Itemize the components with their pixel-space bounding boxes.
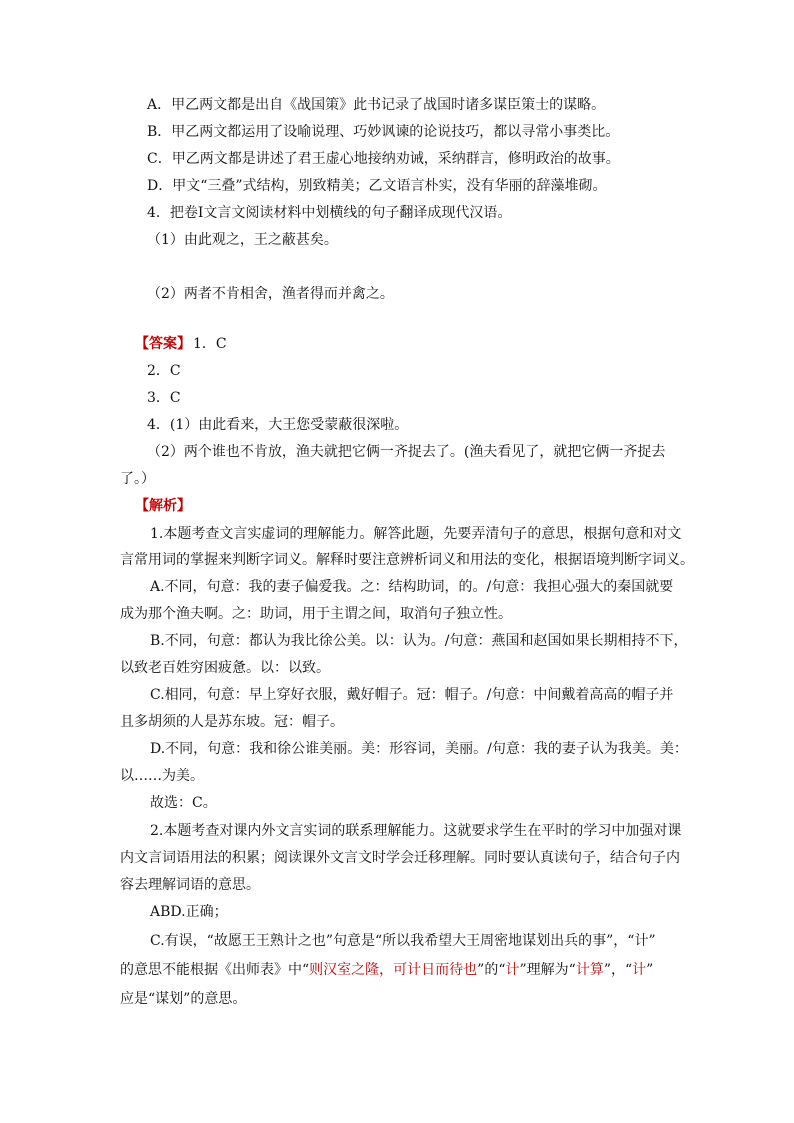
answer-3: 3．C xyxy=(147,390,181,406)
answer-4-2-line-2: 了。） xyxy=(120,471,155,487)
analysis-c-line-1: C.相同，句意：早上穿好衣服，戴好帽子。冠：帽子。/句意：中间戴着高高的帽子并 xyxy=(150,687,674,703)
c2-line2-seg-c: ”理解为“ xyxy=(519,962,576,978)
analysis-b-line-1: B.不同，句意：都认为我比徐公美。以：认为。/句意：燕国和赵国如果长期相持不下， xyxy=(150,633,688,649)
analysis-choose: 故选：C。 xyxy=(150,795,217,811)
option-d: D．甲文“三叠”式结构，别致精美；乙文语言朴实，没有华丽的辞藻堆砌。 xyxy=(147,178,607,194)
analysis-abd: ABD.正确； xyxy=(150,904,228,920)
c2-line2-ji-2: 计 xyxy=(632,962,647,978)
c2-line2-quote: 则汉室之隆，可计日而待也 xyxy=(309,962,478,978)
c2-line2-seg-e: ” xyxy=(646,962,654,978)
option-c: C．甲乙两文都是讲述了君王虚心地接纳劝诫，采纳群言，修明政治的故事。 xyxy=(147,151,620,167)
answer-line-1 xyxy=(135,335,227,353)
answer-2: 2．C xyxy=(147,363,181,379)
option-a: A．甲乙两文都是出自《战国策》此书记录了战国时诸多谋臣策士的谋略。 xyxy=(147,97,606,113)
answer-4-1: 4．(1）由此看来，大王您受蒙蔽很深啦。 xyxy=(147,417,409,433)
analysis-tag-label: 【解析】 xyxy=(135,498,191,514)
c2-line2-seg-a: 的意思不能根据《出师表》中“ xyxy=(120,962,310,978)
analysis-c2-line-3: 应是“谋划”的意思。 xyxy=(120,991,247,1007)
analysis-p2-line-3: 容去理解词语的意思。 xyxy=(120,877,260,893)
analysis-a-line-1: A.不同，句意：我的妻子偏爱我。之：结构助词，的。/句意：我担心强大的秦国就要 xyxy=(150,579,674,595)
c2-line2-seg-b: ”的“ xyxy=(477,962,506,978)
answer-1: 1．C xyxy=(193,336,227,352)
analysis-a-line-2: 成为那个渔夫啊。之：助词，用于主谓之间，取消句子独立性。 xyxy=(120,606,512,622)
c2-line2-ji-1: 计 xyxy=(505,962,520,978)
analysis-p1-line-1: 1.本题考查文言实虚词的理解能力。解答此题，先要弄清句子的意思，根据句意和对文 xyxy=(150,526,682,542)
analysis-b-line-2: 以致老百姓穷困疲惫。以：以致。 xyxy=(120,660,330,676)
c2-line2-seg-d: ”，“ xyxy=(603,962,633,978)
question-4-stem: 4．把卷Ⅰ文言文阅读材料中划横线的句子翻译成现代汉语。 xyxy=(147,205,512,221)
analysis-c-line-2: 且多胡须的人是苏东坡。冠：帽子。 xyxy=(120,714,344,730)
c2-line2-jisuan: 计算 xyxy=(575,962,604,978)
question-4-sentence-2: （2）两者不肯相舍，渔者得而并禽之。 xyxy=(147,286,394,302)
analysis-p2-line-2: 内文言词语用法的积累；阅读课外文言文时学会迁移理解。同时要认真读句子，结合句子内 xyxy=(120,850,680,866)
analysis-c2-line-2 xyxy=(120,961,653,979)
analysis-d-line-2: 以……为美。 xyxy=(120,768,204,784)
analysis-c2-line-1: C.有误，“故愿王王熟计之也”句意是“所以我希望大王周密地谋划出兵的事”，“计” xyxy=(150,933,656,949)
question-4-sentence-1: （1）由此观之，王之蔽甚矣。 xyxy=(147,232,338,248)
option-b: B．甲乙两文都运用了设喻说理、巧妙讽谏的论说技巧，都以寻常小事类比。 xyxy=(147,124,620,140)
analysis-p2-line-1: 2.本题考查对课内外文言实词的联系理解能力。这就要求学生在平时的学习中加强对课 xyxy=(150,823,682,839)
answer-4-2-line-1: （2）两个谁也不肯放，渔夫就把它俩一齐捉去了。(渔夫看见了，就把它俩一齐捉去 xyxy=(147,444,666,460)
answer-tag: 【答案】 xyxy=(135,336,191,352)
analysis-tag xyxy=(135,497,191,515)
analysis-p1-line-2: 言常用词的掌握来判断字词义。解释时要注意辨析词义和用法的变化，根据语境判断字词义。 xyxy=(120,552,694,568)
analysis-d-line-1: D.不同，句意：我和徐公谁美丽。美：形容词，美丽。/句意：我的妻子认为我美。美： xyxy=(150,741,688,757)
